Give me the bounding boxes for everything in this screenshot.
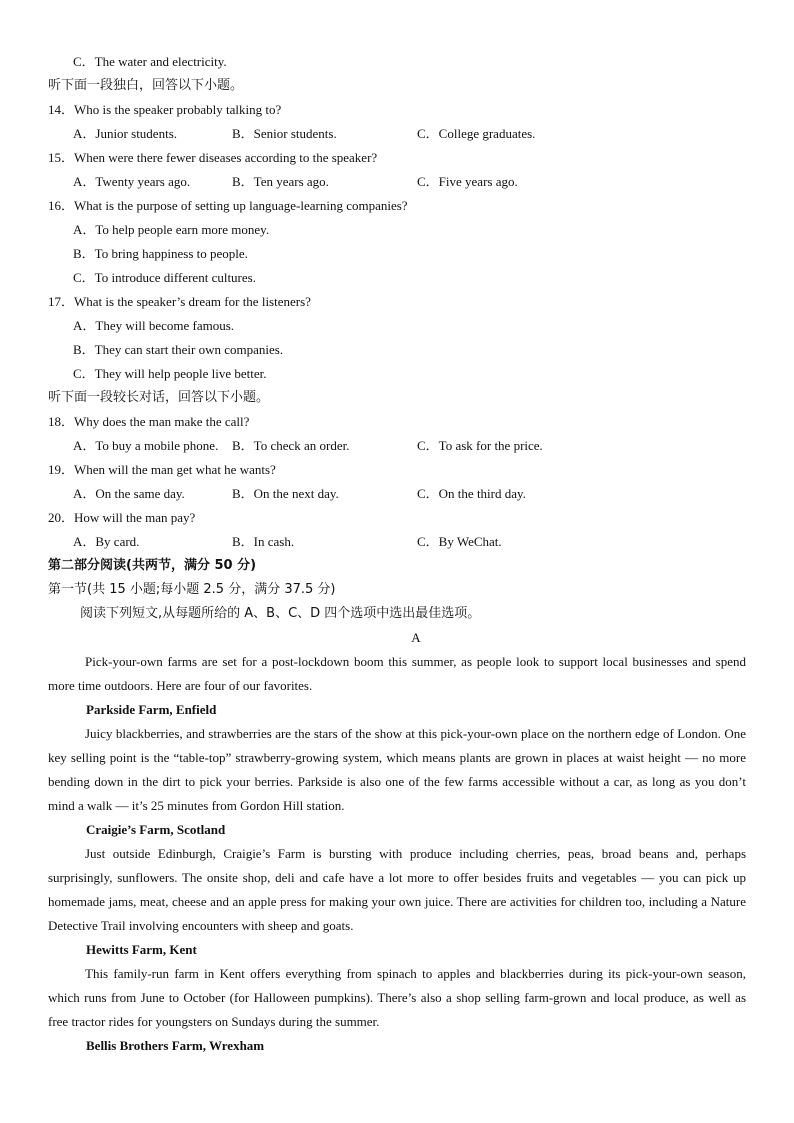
- q20-stem: 20．How will the man pay?: [48, 510, 196, 525]
- q15-option-a: A．Twenty years ago.: [73, 174, 191, 189]
- q19-option-c: C．On the third day.: [417, 486, 526, 501]
- q14-option-c: C．College graduates.: [417, 126, 536, 141]
- q14-stem: 14．Who is the speaker probably talking to?: [48, 102, 282, 117]
- q16-stem: 16．What is the purpose of setting up language-learning companies?: [48, 198, 408, 213]
- q18-option-b: B．To check an order.: [232, 438, 350, 453]
- q17-option-c: C．They will help people live better.: [73, 366, 267, 381]
- q20-option-a: A．By card.: [73, 534, 140, 549]
- farm1-heading: Parkside Farm, Enfield: [86, 702, 217, 717]
- q16-option-b: B．To bring happiness to people.: [73, 246, 248, 261]
- reading-instruction: 阅读下列短文,从每题所给的 A、B、C、D 四个选项中选出最佳选项。: [80, 606, 481, 621]
- farm1-paragraph: Juicy blackberries, and strawberries are the stars of the show at this pick-your-own place on the northern edge of London. One key selling point is the “table-top” strawberry-growing system, which means plants are grown in places at waist height — no more bending down in the dirt to pick your berries. Parkside is also one of the few farms accessible without a car, as long as you don’t mind a walk — it’s 25 minutes from Gordon Hill station.: [48, 726, 746, 813]
- q16-option-a: A．To help people earn more money.: [73, 222, 270, 237]
- q13-option-c: C．The water and electricity.: [73, 54, 227, 69]
- farm2-paragraph: Just outside Edinburgh, Craigie’s Farm is bursting with produce including cherries, peas, broad beans and, perhaps surprisingly, sunflowers. The onsite shop, deli and cafe have a lot more to offer besides fruits and vegetables — you can pick up homemade jams, meat, cheese and an apple press for making your own juice. There are activities for children too, including a Nature Detective Trail involving encounters with sheep and goats.: [48, 846, 746, 933]
- section1-title: 第一节(共 15 小题;每小题 2.5 分，满分 37.5 分): [48, 582, 336, 597]
- farm2-heading: Craigie’s Farm, Scotland: [86, 822, 226, 837]
- q15-stem: 15．When were there fewer diseases according to the speaker?: [48, 150, 378, 165]
- farm3-paragraph: This family-run farm in Kent offers everything from spinach to apples and blackberries during its pick-your-own season, which runs from June to October (for Halloween pumpkins). There’s also a shop selling farm-grown and local produce, as well as free tractor rides for youngsters on Sundays during the summer.: [48, 966, 746, 1029]
- dialogue-instruction: 听下面一段较长对话，回答以下小题。: [48, 390, 270, 405]
- q16-option-c: C．To introduce different cultures.: [73, 270, 256, 285]
- q19-stem: 19．When will the man get what he wants?: [48, 462, 276, 477]
- q19-option-a: A．On the same day.: [73, 486, 185, 501]
- q15-option-c: C．Five years ago.: [417, 174, 518, 189]
- q20-option-b: B．In cash.: [232, 534, 295, 549]
- q17-option-a: A．They will become famous.: [73, 318, 235, 333]
- intro-paragraph: Pick-your-own farms are set for a post-lockdown boom this summer, as people look to support local businesses and spend more time outdoors. Here are four of our favorites.: [48, 654, 746, 693]
- monologue-instruction: 听下面一段独白，回答以下小题。: [48, 78, 244, 93]
- farm3-heading: Hewitts Farm, Kent: [86, 942, 197, 957]
- q18-option-c: C．To ask for the price.: [417, 438, 543, 453]
- q18-option-a: A．To buy a mobile phone.: [73, 438, 219, 453]
- q20-option-c: C．By WeChat.: [417, 534, 502, 549]
- q14-option-a: A．Junior students.: [73, 126, 178, 141]
- part2-title: 第二部分阅读(共两节，满分 50 分): [48, 558, 257, 573]
- q15-option-b: B．Ten years ago.: [232, 174, 329, 189]
- q14-option-b: B．Senior students.: [232, 126, 337, 141]
- q18-stem: 18．Why does the man make the call?: [48, 414, 250, 429]
- q17-option-b: B．They can start their own companies.: [73, 342, 284, 357]
- q19-option-b: B．On the next day.: [232, 486, 339, 501]
- passage-label: A: [411, 630, 421, 645]
- farm4-heading: Bellis Brothers Farm, Wrexham: [86, 1038, 265, 1053]
- q17-stem: 17．What is the speaker’s dream for the listeners?: [48, 294, 311, 309]
